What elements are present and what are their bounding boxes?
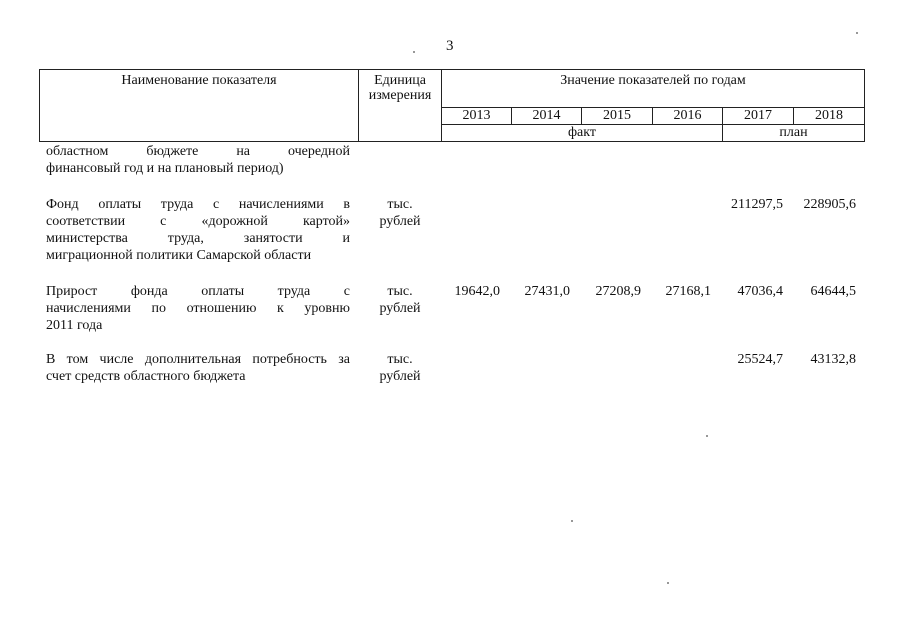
row-1-unit-line-1: тыс. — [387, 197, 413, 212]
row-2-unit-line-2: рублей — [379, 301, 421, 316]
row-1-value-2017: 211297,5 — [731, 197, 783, 212]
column-header-name: Наименование показателя — [40, 70, 359, 142]
row-2-name-line-2: начислениями по отношению к уровню — [46, 301, 350, 316]
column-header-unit-line2: измерения — [368, 88, 432, 103]
scan-speck — [706, 435, 708, 437]
continuation-line-1: областном бюджете на очередной — [46, 144, 350, 159]
group-header-plan: план — [723, 125, 865, 142]
row-3-unit-line-2: рублей — [379, 369, 421, 384]
row-3-unit — [370, 351, 430, 385]
scan-speck — [667, 582, 669, 584]
row-2-value-2014: 27431,0 — [524, 284, 570, 299]
row-1-name-line-1: Фонд оплаты труда с начислениями в — [46, 197, 350, 212]
continuation-text — [46, 143, 350, 177]
row-2-value-2016: 27168,1 — [665, 284, 711, 299]
row-1-name-line-4: миграционной политики Самарской области — [46, 248, 312, 263]
continuation-line-2: финансовый год и на плановый период) — [46, 161, 284, 176]
row-1-unit — [370, 196, 430, 230]
row-2-name-line-1: Прирост фонда оплаты труда с — [46, 284, 350, 299]
row-3-unit-line-1: тыс. — [387, 352, 413, 367]
row-2-unit — [370, 283, 430, 317]
scan-speck — [571, 520, 573, 522]
page-number: 3 — [446, 38, 454, 54]
scan-speck — [413, 51, 415, 53]
year-header-2016: 2016 — [653, 108, 723, 125]
year-header-2014: 2014 — [512, 108, 582, 125]
row-2-unit-line-1: тыс. — [387, 284, 413, 299]
row-2-name — [46, 283, 350, 334]
group-header-fact: факт — [442, 125, 723, 142]
row-1-name-line-3: министерства труда, занятости и — [46, 231, 350, 246]
year-header-2017: 2017 — [723, 108, 794, 125]
year-header-2013: 2013 — [442, 108, 512, 125]
row-1-value-2018: 228905,6 — [803, 197, 856, 212]
row-3-value-2018: 43132,8 — [810, 352, 856, 367]
column-header-unit-line1: Единица — [374, 73, 426, 88]
row-2-name-line-3: 2011 года — [46, 318, 103, 333]
row-3-name — [46, 351, 350, 385]
row-2-value-2018: 64644,5 — [810, 284, 856, 299]
row-2-value-2017: 47036,4 — [737, 284, 783, 299]
row-2-value-2013: 19642,0 — [454, 284, 500, 299]
row-1-name-line-2: соответствии с «дорожной картой» — [46, 214, 350, 229]
column-header-values: Значение показателей по годам — [442, 70, 865, 108]
row-1-name — [46, 196, 350, 264]
row-3-name-line-1: В том числе дополнительная потребность за — [46, 352, 350, 367]
row-3-name-line-2: счет средств областного бюджета — [46, 369, 246, 384]
row-1-unit-line-2: рублей — [379, 214, 421, 229]
scan-speck — [856, 32, 858, 34]
table-header — [39, 69, 865, 142]
row-3-value-2017: 25524,7 — [737, 352, 783, 367]
column-header-unit — [359, 70, 442, 142]
year-header-2015: 2015 — [582, 108, 653, 125]
row-2-value-2015: 27208,9 — [595, 284, 641, 299]
year-header-2018: 2018 — [794, 108, 865, 125]
